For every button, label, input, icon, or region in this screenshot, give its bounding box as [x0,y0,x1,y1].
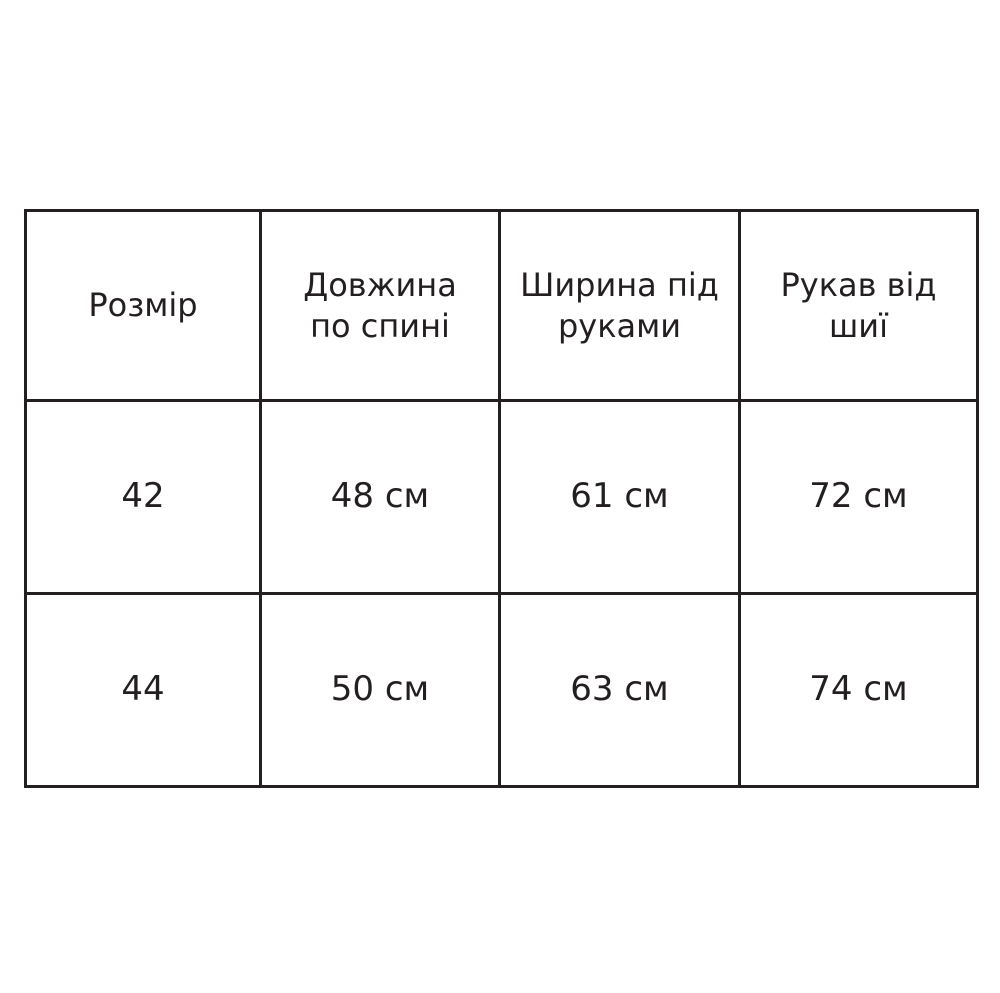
column-header-width-underarm-line1: Ширина під [520,265,719,304]
cell-sleeve-neck: 72 см [740,401,978,594]
cell-width-underarm: 63 см [500,594,740,787]
cell-size: 44 [26,594,261,787]
column-header-sleeve-neck-line2: шиї [829,306,888,345]
cell-length-back: 48 см [261,401,500,594]
size-chart-table [24,209,979,788]
cell-sleeve-neck: 74 см [740,594,978,787]
column-header-width-underarm-line2: руками [557,306,682,345]
column-header-length-back [261,211,500,401]
column-header-size [26,211,261,401]
column-header-length-back-line1: Довжина [303,265,457,304]
column-header-sleeve-neck [740,211,978,401]
table-header [26,211,978,401]
column-header-sleeve-neck-line1: Рукав від [780,265,937,304]
cell-length-back: 50 см [261,594,500,787]
column-header-size-line1: Розмір [88,286,198,325]
column-header-width-underarm [500,211,740,401]
table-row [26,594,978,787]
table-row [26,401,978,594]
column-header-length-back-line2: по спині [310,306,450,345]
header-row [26,211,978,401]
cell-width-underarm: 61 см [500,401,740,594]
table-body [26,401,978,787]
cell-size: 42 [26,401,261,594]
